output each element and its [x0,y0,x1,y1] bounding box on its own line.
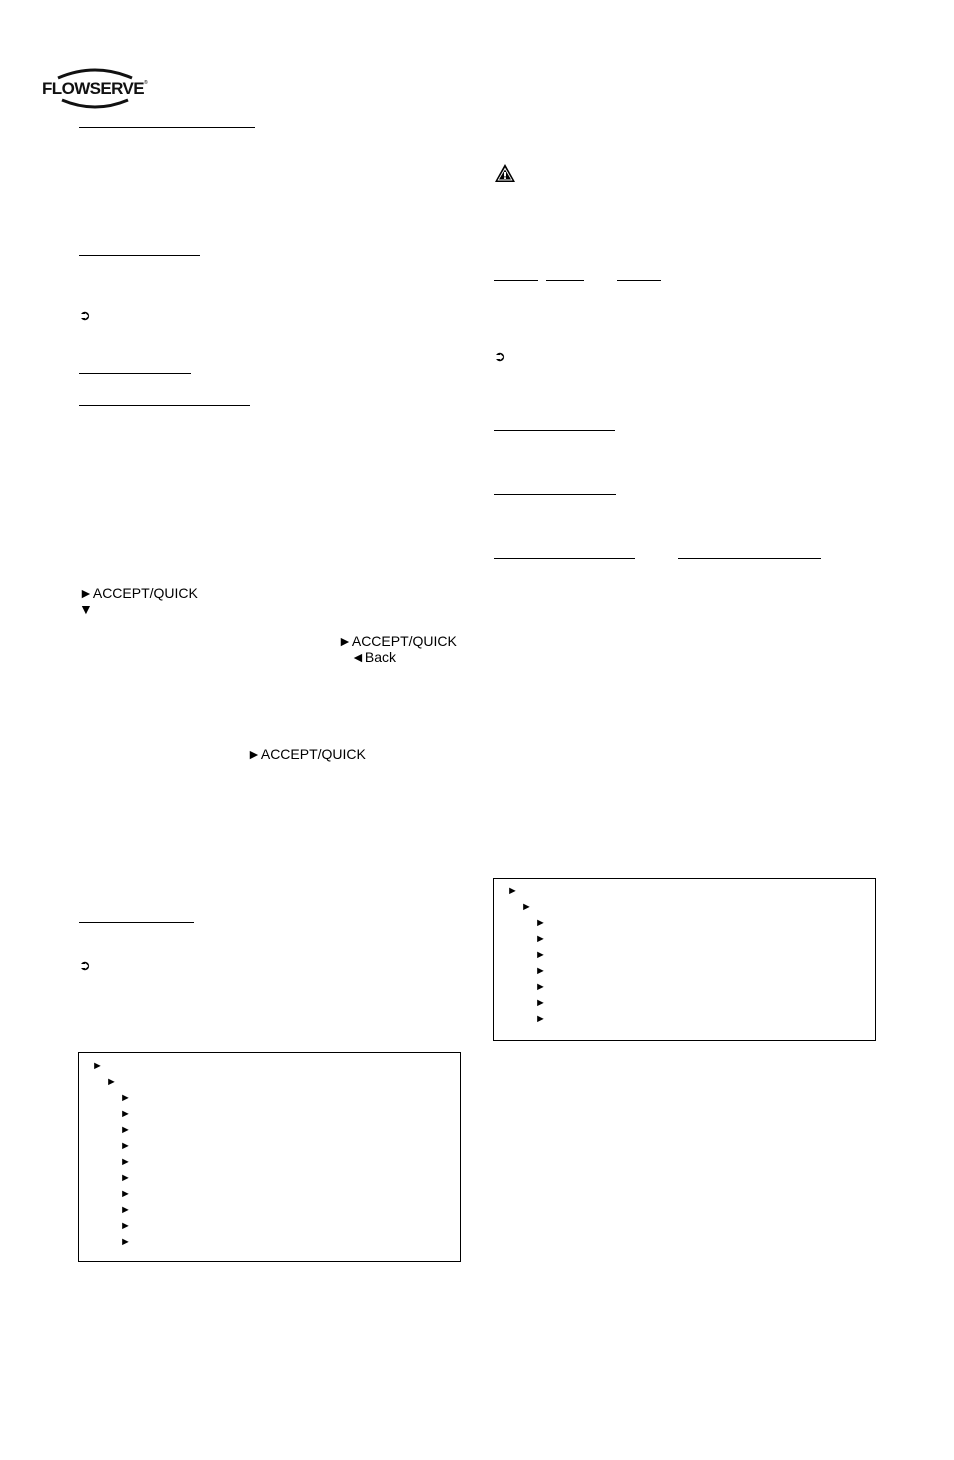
down-triangle-icon: ▼ [79,601,93,617]
right-triangle-icon: ► [535,949,546,961]
right-triangle-icon: ► [120,1204,131,1216]
right-triangle-icon: ► [120,1140,131,1152]
warning-triangle-icon [494,163,516,183]
right-triangle-icon: ► [535,997,546,1009]
right-triangle-icon: ► [120,1220,131,1232]
section-heading-rule [494,430,615,431]
section-heading-rule [678,558,821,559]
right-triangle-icon: ► [92,1060,103,1072]
right-triangle-icon: ► [120,1188,131,1200]
menu-tree-box [78,1052,461,1262]
section-heading-rule [79,373,191,374]
right-triangle-icon: ► [521,901,532,913]
right-triangle-icon: ► [120,1156,131,1168]
inline-link-rule [617,280,661,281]
hook-arrow-icon: ➲ [79,957,91,973]
right-triangle-icon: ► [106,1076,117,1088]
right-triangle-icon: ► [535,981,546,993]
menu-accept-quick-label: ►ACCEPT/QUICK [247,746,366,762]
section-heading-rule [494,558,635,559]
right-triangle-icon: ► [535,917,546,929]
hook-arrow-icon: ➲ [79,307,91,323]
menu-accept-quick-label: ►ACCEPT/QUICK [338,633,457,649]
right-triangle-icon: ► [120,1124,131,1136]
inline-link-rule [546,280,584,281]
flowserve-logo [40,66,150,110]
section-heading-rule [79,922,194,923]
section-heading-rule [79,405,250,406]
menu-accept-quick-label: ►ACCEPT/QUICK [79,585,198,601]
right-triangle-icon: ► [507,885,518,897]
right-triangle-icon: ► [120,1172,131,1184]
right-triangle-icon: ► [535,965,546,977]
right-triangle-icon: ► [535,933,546,945]
right-triangle-icon: ► [120,1236,131,1248]
inline-link-rule [494,280,538,281]
section-heading-rule [494,494,616,495]
hook-arrow-icon: ➲ [494,348,506,364]
logo-registered-mark: ® [144,80,148,86]
menu-tree-box [493,878,876,1041]
logo-wordmark: FLOWSERVE [42,79,144,98]
right-triangle-icon: ► [535,1013,546,1025]
right-triangle-icon: ► [120,1092,131,1104]
section-heading-rule [79,127,255,128]
right-triangle-icon: ► [120,1108,131,1120]
menu-back-label: ◄Back [351,649,396,665]
section-heading-rule [79,255,200,256]
